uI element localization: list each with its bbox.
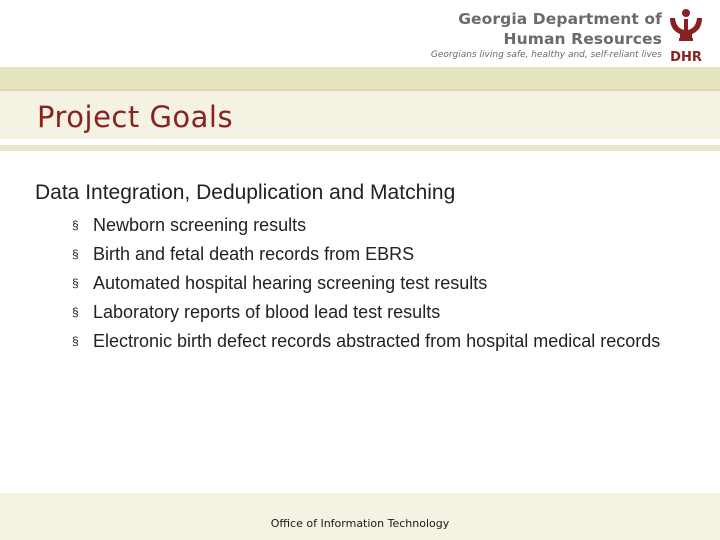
bullet-text: Automated hospital hearing screening test results [93,273,488,293]
list-item [72,213,672,237]
slide-header [0,0,720,67]
list-item [72,329,672,353]
organization-name-line1: Georgia Department of [458,10,662,28]
dhr-logo-text: DHR [670,50,702,64]
bullet-text: Birth and fetal death records from EBRS [93,244,415,264]
bullet-text: Newborn screening results [93,215,307,235]
footer-text: Office of Information Technology [270,517,450,530]
list-item [72,271,672,295]
header-band [0,67,720,91]
bullet-marker: § [72,276,79,290]
dhr-logo [666,8,706,64]
bullet-marker: § [72,334,79,348]
bullet-marker: § [72,218,79,232]
title-divider [0,89,720,91]
slide-title: Project Goals [37,100,234,134]
main-point: Data Integration, Deduplication and Matching [35,181,456,204]
bullet-marker: § [72,247,79,261]
organization-tagline: Georgians living safe, healthy and, self-reliant lives [430,50,662,60]
organization-name [458,9,662,49]
list-item [72,300,672,324]
bullet-text: Electronic birth defect records abstracted from hospital medical records [93,331,661,351]
bullet-list [72,213,672,358]
bullet-text: Laboratory reports of blood lead test results [93,302,441,322]
list-item [72,242,672,266]
bullet-marker: § [72,305,79,319]
organization-name-line2: Human Resources [503,30,662,48]
